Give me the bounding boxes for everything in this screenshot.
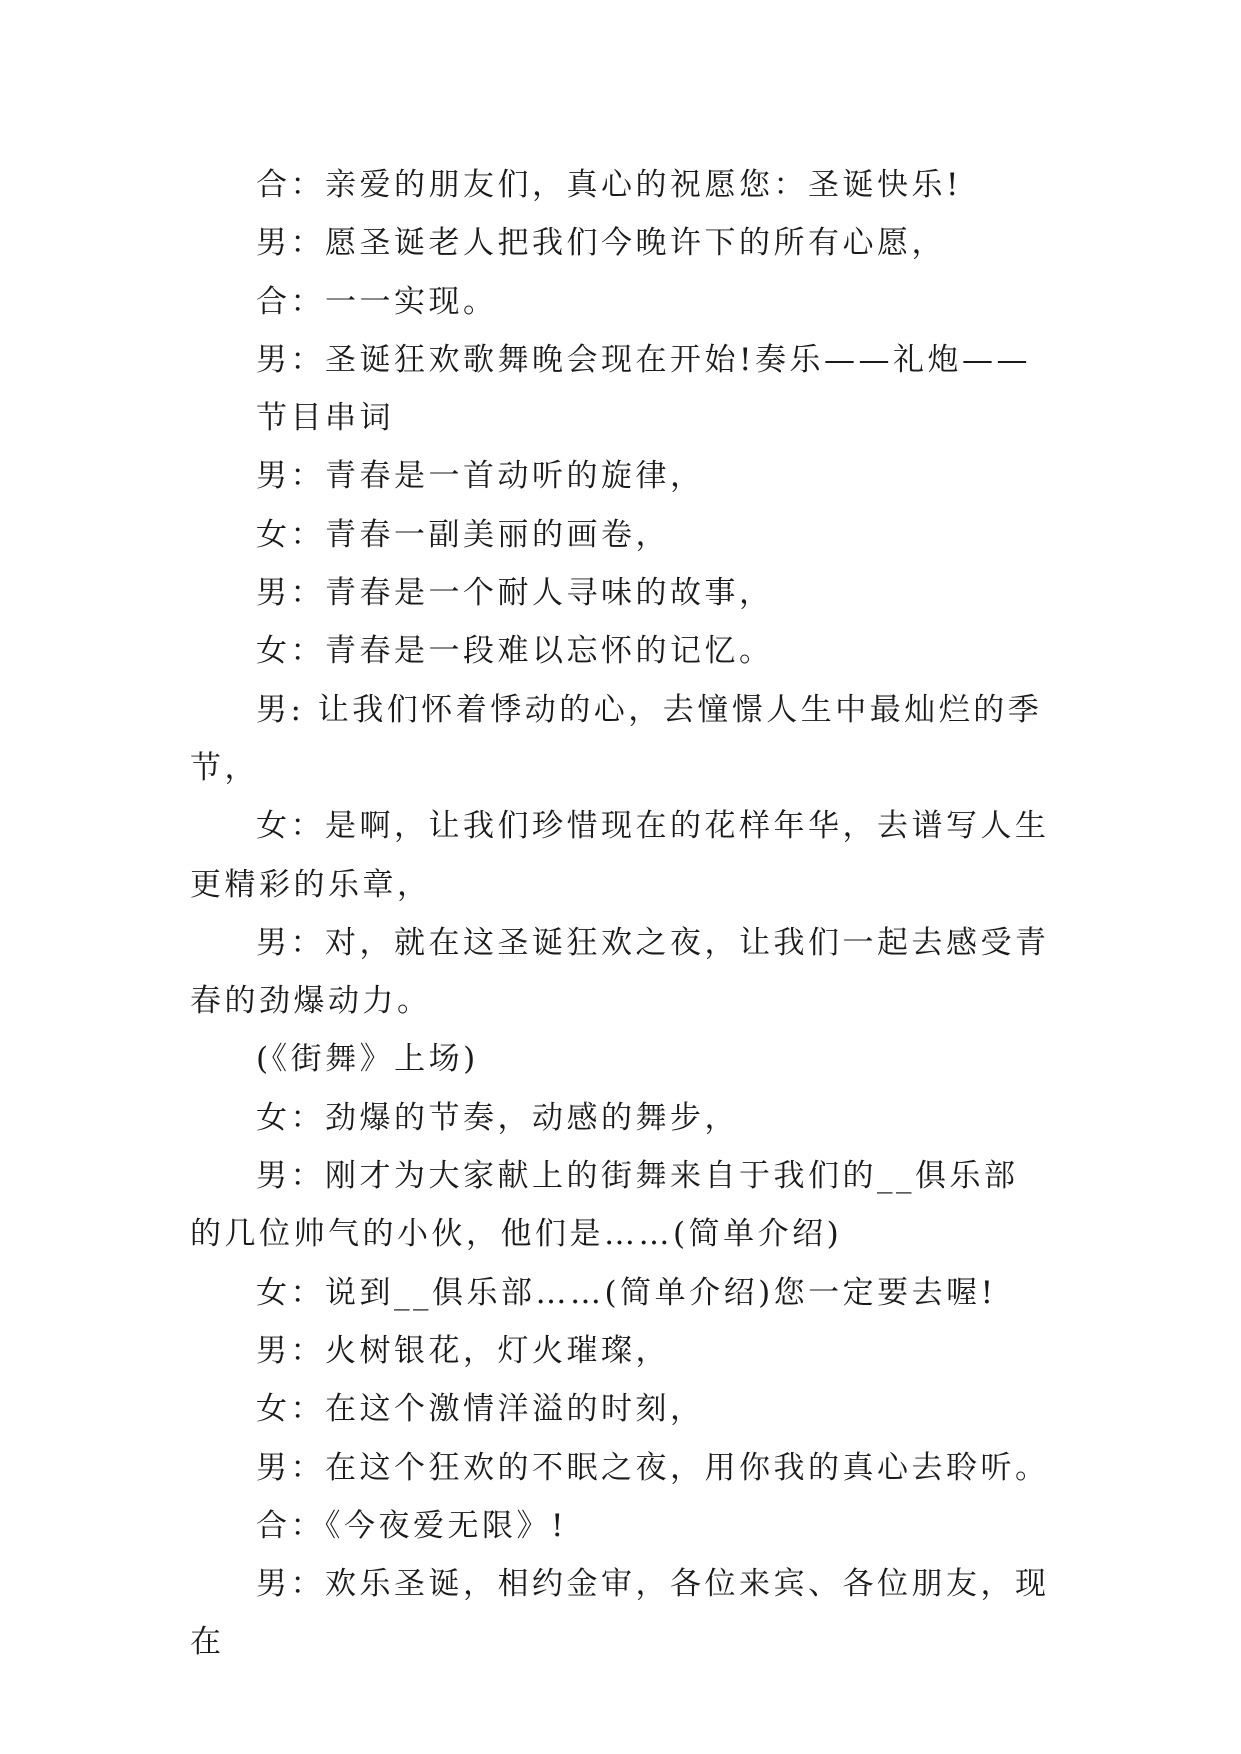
paragraph: 合：一一实现。 <box>256 283 498 320</box>
stage-direction: (《街舞》上场) <box>256 1041 479 1078</box>
document-body <box>190 156 1052 1672</box>
paragraph: 男：青春是一首动听的旋律， <box>256 458 705 495</box>
paragraph: 女：在这个激情洋溢的时刻， <box>256 1391 705 1428</box>
paragraph: 男：圣诞狂欢歌舞晚会现在开始!奏乐——礼炮—— <box>256 341 1031 378</box>
section-heading: 节目串词 <box>256 400 394 437</box>
paragraph: 男：青春是一个耐人寻味的故事， <box>256 575 774 612</box>
paragraph: 男：在这个狂欢的不眠之夜，用你我的真心去聆听。 <box>256 1449 1050 1486</box>
paragraph: 合：亲爱的朋友们，真心的祝愿您：圣诞快乐! <box>256 167 962 203</box>
paragraph: 合：《今夜爱无限》! <box>256 1507 567 1544</box>
paragraph: 女：是啊，让我们珍惜现在的花样年华，去谱写人生更精彩的乐章， <box>190 808 1050 903</box>
paragraph: 女：劲爆的节奏，动感的舞步， <box>256 1099 739 1136</box>
paragraph: 女：青春一副美丽的画卷， <box>256 516 670 553</box>
paragraph: 女：说到__俱乐部……(简单介绍)您一定要去喔! <box>256 1274 997 1311</box>
paragraph: 男：愿圣诞老人把我们今晚许下的所有心愿， <box>256 225 946 262</box>
paragraph: 女：青春是一段难以忘怀的记忆。 <box>256 633 774 670</box>
paragraph: 男：对，就在这圣诞狂欢之夜，让我们一起去感受青春的劲爆动力。 <box>190 924 1050 1020</box>
paragraph: 男：火树银花，灯火璀璨， <box>256 1332 670 1369</box>
paragraph: 男：欢乐圣诞，相约金审，各位来宾、各位朋友，现在 <box>190 1566 1050 1661</box>
paragraph: 男: 让我们怀着悸动的心，去憧憬人生中最灿烂的季节， <box>190 691 1043 786</box>
paragraph: 男：刚才为大家献上的街舞来自于我们的__俱乐部的几位帅气的小伙，他们是……(简单介绍) <box>190 1158 1019 1253</box>
